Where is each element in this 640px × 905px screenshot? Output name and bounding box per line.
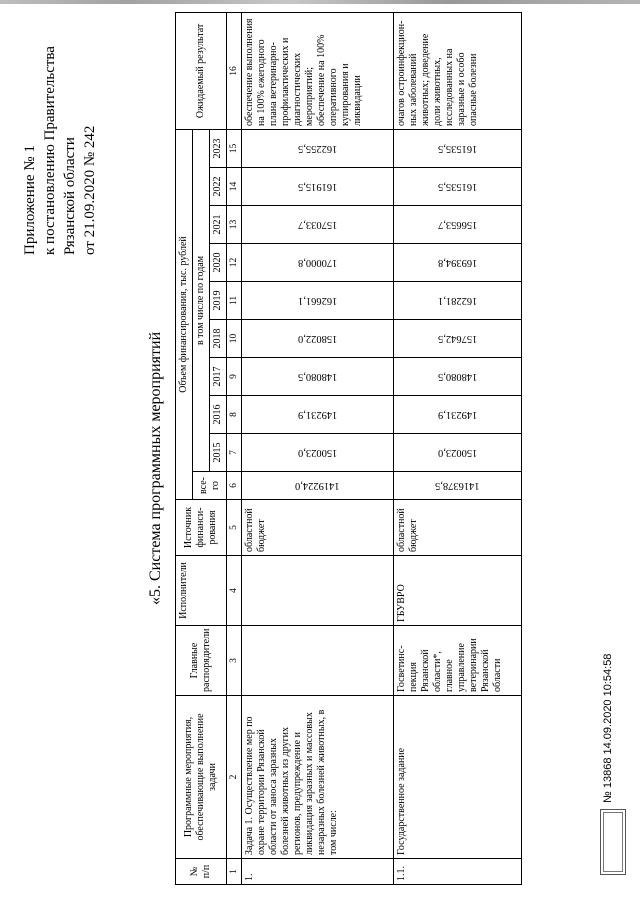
year-cell: 2016	[210, 396, 227, 434]
year-value-cell	[242, 168, 394, 206]
col-number: 8	[227, 396, 242, 434]
year-cell: 2015	[210, 434, 227, 472]
total-value: 1416378,5	[435, 480, 480, 492]
header-managers: Главные распорядители	[176, 626, 227, 696]
year-value-cell	[394, 129, 522, 167]
year-value-cell	[394, 244, 522, 282]
header-measures: Программные мероприятия, обеспечивающие выполнение задачи	[176, 696, 227, 859]
year-value-cell	[394, 206, 522, 244]
col-number: 3	[227, 626, 242, 696]
year-value: 157642,5	[437, 333, 478, 345]
appendix-date: от 21.09.2020 № 242	[82, 125, 98, 255]
year-value-cell	[242, 206, 394, 244]
row-num: 1.1.	[394, 859, 522, 885]
year-value-cell	[242, 434, 394, 472]
year-value: 149231,9	[297, 409, 338, 421]
year-cell: 2020	[210, 244, 227, 282]
row-executor	[242, 556, 394, 626]
year-value-cell	[242, 244, 394, 282]
year-value: 157033,7	[297, 219, 338, 231]
col-number: 1	[227, 859, 242, 885]
year-value: 161915,5	[297, 181, 338, 193]
year-value: 158022,0	[297, 333, 338, 345]
year-value-cell	[394, 282, 522, 320]
row-source: областной бюджет	[242, 500, 394, 556]
year-cell: 2017	[210, 358, 227, 396]
year-value: 148080,5	[297, 371, 338, 383]
header-source: Источник финанси-рования	[176, 500, 227, 556]
year-value: 149231,9	[437, 409, 478, 421]
registration-footer	[588, 653, 628, 875]
year-value-cell	[242, 129, 394, 167]
row-measure: Задача 1. Осуществление мер по охране территории Рязанской области от заноса заразных болезней животных из других регионов, предупреждение и ликвидация заразных и массовых незаразных болезней животных, в том числе:	[242, 696, 394, 859]
year-value: 169394,8	[437, 257, 478, 269]
col-number: 12	[227, 244, 242, 282]
col-number: 6	[227, 472, 242, 500]
row-source: областной бюджет	[394, 500, 522, 556]
year-value-cell	[242, 358, 394, 396]
col-number: 7	[227, 434, 242, 472]
year-cell: 2019	[210, 282, 227, 320]
registration-stamp	[600, 809, 626, 875]
year-value: 161535,5	[437, 143, 478, 155]
year-cell: 2023	[210, 129, 227, 167]
year-value: 150023,0	[437, 447, 478, 459]
header-executors: Исполнители	[176, 556, 227, 626]
header-result: Ожидаемый результат	[176, 12, 227, 129]
col-number: 13	[227, 206, 242, 244]
col-number: 10	[227, 320, 242, 358]
year-value-cell	[242, 320, 394, 358]
total-value: 1419224,0	[295, 480, 340, 492]
row-total	[394, 472, 522, 500]
row-total	[242, 472, 394, 500]
year-cell: 2018	[210, 320, 227, 358]
header-by-years: в том числе по годам	[193, 129, 210, 471]
registration-number: № 13868 14.09.2020 10:54:58	[602, 653, 614, 803]
appendix-title: Приложение № 1	[22, 145, 38, 255]
row-measure: Государственное задание	[394, 696, 522, 859]
col-number: 11	[227, 282, 242, 320]
year-cell: 2021	[210, 206, 227, 244]
year-cell: 2022	[210, 168, 227, 206]
col-number: 15	[227, 129, 242, 167]
year-value: 162255,5	[297, 143, 338, 155]
row-executor: ГБУВРО	[394, 556, 522, 626]
year-value: 170000,8	[297, 257, 338, 269]
year-value: 156653,7	[437, 219, 478, 231]
year-value-cell	[394, 358, 522, 396]
header-total: все-го	[193, 472, 227, 500]
header-volume: Объем финансирования, тыс. рублей	[176, 129, 193, 499]
col-number: 9	[227, 358, 242, 396]
year-value: 150023,0	[297, 447, 338, 459]
year-value-cell	[242, 396, 394, 434]
row-num: 1.	[242, 859, 394, 885]
col-number: 5	[227, 500, 242, 556]
header-row-1	[176, 12, 193, 884]
year-value: 161535,5	[437, 181, 478, 193]
col-number: 16	[227, 12, 242, 129]
year-value-cell	[394, 320, 522, 358]
year-value: 162661,1	[297, 295, 338, 307]
col-number: 4	[227, 556, 242, 626]
column-numbers-row	[227, 12, 242, 884]
row-manager	[242, 626, 394, 696]
table-row	[394, 12, 522, 884]
year-value-cell	[394, 434, 522, 472]
appendix-header	[20, 5, 100, 255]
row-manager: Госветинс-пекция Рязанской области*, главное управление ветеринарии Рязанской области	[394, 626, 522, 696]
year-value: 148080,5	[437, 371, 478, 383]
year-value-cell	[242, 282, 394, 320]
table-row	[242, 12, 394, 884]
header-num: № п/п	[176, 859, 227, 885]
year-value: 162281,1	[437, 295, 478, 307]
measures-table	[175, 12, 522, 885]
year-value-cell	[394, 168, 522, 206]
row-result: обеспечение выполнения на 100% ежегодного плана ветеринарно-профилактических и диагностических мероприятий; обеспечение на 100% оперативного купирования и ликвидации	[242, 12, 394, 129]
appendix-line-3: Рязанской области	[62, 137, 78, 255]
appendix-line-2: к постановлению Правительства	[42, 46, 58, 255]
row-result: очагов остроинфекцион-ных заболеваний животных; доведение доли животных, исследованных на заразные и особо опасные болезни	[394, 12, 522, 129]
col-number: 2	[227, 696, 242, 859]
year-value-cell	[394, 396, 522, 434]
section-title: «5. Система программных мероприятий	[147, 331, 164, 605]
col-number: 14	[227, 168, 242, 206]
